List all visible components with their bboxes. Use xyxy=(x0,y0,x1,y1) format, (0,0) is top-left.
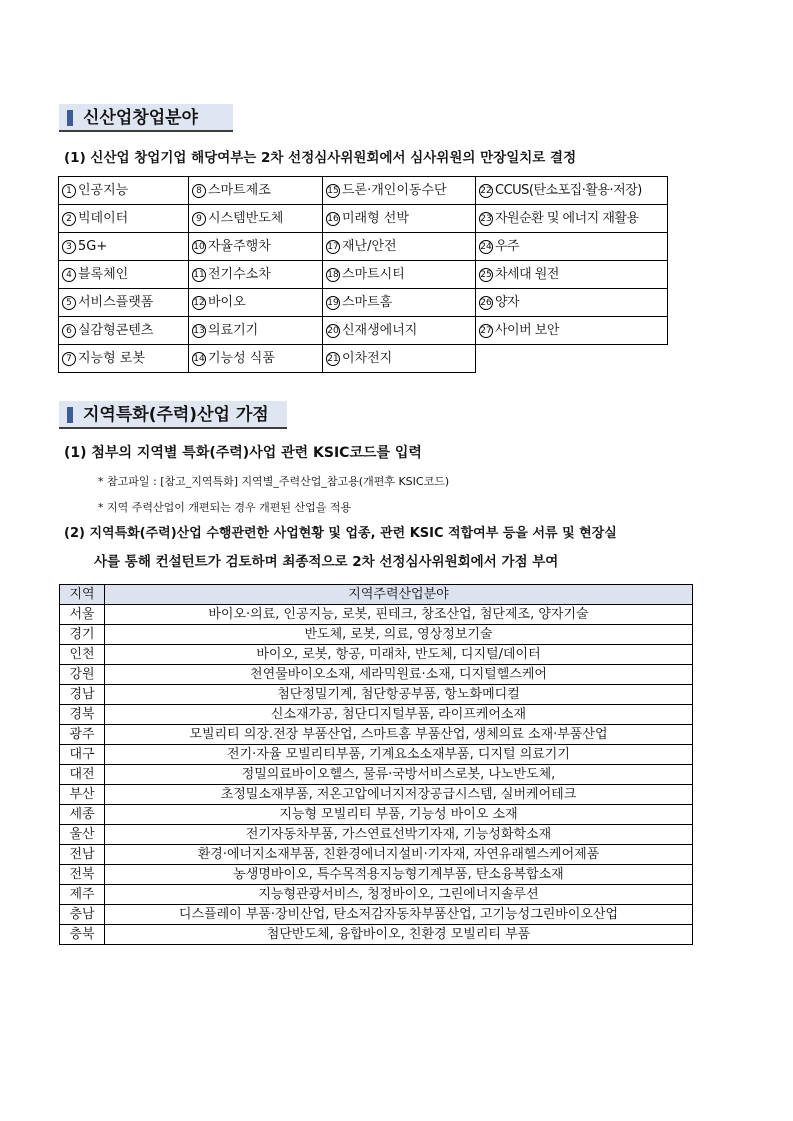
field-item xyxy=(322,204,476,233)
region-cell: 세종 xyxy=(60,805,105,825)
field-item xyxy=(188,260,323,289)
field-item xyxy=(475,176,668,205)
region-cell: 광주 xyxy=(60,725,105,745)
field-item xyxy=(58,344,189,373)
field-number: 20 xyxy=(327,325,339,336)
field-number: 2 xyxy=(62,212,76,226)
table-row xyxy=(60,725,693,745)
field-item xyxy=(188,232,323,261)
industry-fields-cell: 바이오, 로봇, 항공, 미래차, 반도체, 디지털/데이터 xyxy=(105,645,693,665)
table-row xyxy=(60,805,693,825)
region-cell: 경남 xyxy=(60,685,105,705)
field-label: 신재생에너지 xyxy=(342,323,418,338)
field-item xyxy=(322,288,476,317)
field-label: 시스템반도체 xyxy=(208,211,284,226)
item-ksic-input: (1) 첨부의 지역별 특화(주력)사업 관련 KSIC코드를 입력 xyxy=(64,445,422,461)
field-number: 23 xyxy=(480,213,492,224)
field-item xyxy=(58,176,189,205)
field-item xyxy=(188,344,323,373)
field-item xyxy=(188,288,323,317)
region-cell: 충북 xyxy=(60,925,105,945)
region-cell: 대구 xyxy=(60,745,105,765)
field-label: 스마트제조 xyxy=(208,183,271,198)
table-header-row xyxy=(60,585,693,605)
field-number: 4 xyxy=(62,268,76,282)
field-label: 5G+ xyxy=(78,239,108,254)
field-label: 사이버 보안 xyxy=(495,323,559,338)
table-row xyxy=(60,625,693,645)
field-item xyxy=(188,176,323,205)
field-item xyxy=(58,288,189,317)
field-number: 16 xyxy=(327,213,339,224)
section-marker xyxy=(67,110,73,126)
field-item xyxy=(322,232,476,261)
table-row xyxy=(60,645,693,665)
field-label: 바이오 xyxy=(208,295,246,310)
table-row xyxy=(60,885,693,905)
field-number: 24 xyxy=(480,241,492,252)
field-item xyxy=(58,316,189,345)
field-number: 19 xyxy=(327,297,339,308)
field-item xyxy=(58,204,189,233)
region-cell: 충남 xyxy=(60,905,105,925)
field-number: 17 xyxy=(327,241,339,252)
region-cell: 대전 xyxy=(60,765,105,785)
field-label: 서비스플랫폼 xyxy=(78,295,154,310)
field-label: 스마트시티 xyxy=(342,267,405,282)
industry-fields-cell: 농생명바이오, 특수목적용지능형기계부품, 탄소융복합소재 xyxy=(105,865,693,885)
industry-fields-cell: 신소재가공, 첨단디지털부품, 라이프케어소재 xyxy=(105,705,693,725)
table-row xyxy=(60,705,693,725)
field-label: 인공지능 xyxy=(78,183,129,198)
field-item xyxy=(475,316,668,345)
table-row xyxy=(60,925,693,945)
table-row xyxy=(60,765,693,785)
field-label: CCUS(탄소포집·활용·저장) xyxy=(495,183,642,198)
table-row xyxy=(60,785,693,805)
field-label: 이차전지 xyxy=(342,351,393,366)
industry-fields-cell: 지능형관광서비스, 청정바이오, 그린에너지솔루션 xyxy=(105,885,693,905)
section-title-regional-bonus xyxy=(59,401,287,429)
field-item xyxy=(475,288,668,317)
field-number: 22 xyxy=(480,185,492,196)
field-label: 차세대 원전 xyxy=(495,267,559,282)
field-label: 양자 xyxy=(495,295,520,310)
industry-fields-cell: 초정밀소재부품, 저온고압에너지저장공급시스템, 실버케어테크 xyxy=(105,785,693,805)
field-item xyxy=(58,232,189,261)
industry-fields-cell: 첨단반도체, 융합바이오, 친환경 모빌리티 부품 xyxy=(105,925,693,945)
header-fields: 지역주력산업분야 xyxy=(105,585,693,605)
field-label: 전기수소차 xyxy=(208,267,271,282)
region-cell: 경북 xyxy=(60,705,105,725)
industry-fields-cell: 전기자동차부품, 가스연료선박기자재, 기능성화학소재 xyxy=(105,825,693,845)
field-label: 블록체인 xyxy=(78,267,129,282)
note-industry-revision: * 지역 주력산업이 개편되는 경우 개편된 산업을 적용 xyxy=(98,501,352,514)
section-title-text: 지역특화(주력)산업 가점 xyxy=(83,405,269,425)
industry-fields-cell: 전기·자율 모빌리티부품, 기계요소소재부품, 디지털 의료기기 xyxy=(105,745,693,765)
field-item xyxy=(322,176,476,205)
field-number: 18 xyxy=(327,269,339,280)
region-cell: 전북 xyxy=(60,865,105,885)
field-number: 13 xyxy=(193,325,205,336)
field-number: 11 xyxy=(193,269,205,280)
field-label: 재난/안전 xyxy=(342,239,397,254)
field-label: 기능성 식품 xyxy=(208,351,275,366)
regional-industry-table xyxy=(59,584,693,945)
section-title-new-industry xyxy=(59,104,233,132)
table-row xyxy=(60,845,693,865)
table-row xyxy=(60,825,693,845)
region-cell: 전남 xyxy=(60,845,105,865)
field-number: 15 xyxy=(327,185,339,196)
field-number: 14 xyxy=(193,353,205,364)
field-item xyxy=(322,260,476,289)
industry-fields-cell: 디스플레이 부품·장비산업, 탄소저감자동차부품산업, 고기능성그린바이오산업 xyxy=(105,905,693,925)
field-number: 26 xyxy=(480,297,492,308)
field-label: 미래형 선박 xyxy=(342,211,409,226)
industry-fields-cell: 바이오·의료, 인공지능, 로봇, 핀테크, 창조산업, 첨단제조, 양자기술 xyxy=(105,605,693,625)
region-cell: 인천 xyxy=(60,645,105,665)
field-number: 8 xyxy=(192,184,206,198)
field-number: 1 xyxy=(62,184,76,198)
field-number: 9 xyxy=(192,212,206,226)
table-row xyxy=(60,665,693,685)
region-cell: 서울 xyxy=(60,605,105,625)
field-item xyxy=(475,260,668,289)
region-cell: 제주 xyxy=(60,885,105,905)
field-item xyxy=(58,260,189,289)
section-marker xyxy=(67,407,73,423)
field-label: 의료기기 xyxy=(208,323,259,338)
industry-fields-cell: 정밀의료바이오헬스, 물류·국방서비스로봇, 나노반도체, xyxy=(105,765,693,785)
industry-fields-cell: 환경·에너지소재부품, 친환경에너지설비·기자재, 자연유래헬스케어제품 xyxy=(105,845,693,865)
region-cell: 울산 xyxy=(60,825,105,845)
field-number: 12 xyxy=(193,297,205,308)
field-item xyxy=(188,316,323,345)
item-consultant-review-line1: (2) 지역특화(주력)산업 수행관련한 사업현황 및 업종, 관련 KSIC 적합여부 등을 서류 및 현장실 xyxy=(64,526,617,541)
field-item xyxy=(475,232,668,261)
field-number: 5 xyxy=(62,296,76,310)
field-label: 실감형콘텐츠 xyxy=(78,323,154,338)
industry-fields-cell: 모빌리티 의장.전장 부품산업, 스마트홈 부품산업, 생체의료 소재·부품산업 xyxy=(105,725,693,745)
section-title-text: 신산업창업분야 xyxy=(83,108,198,128)
field-label: 우주 xyxy=(495,239,520,254)
industry-fields-cell: 천연물바이오소재, 세라믹원료·소재, 디지털헬스케어 xyxy=(105,665,693,685)
table-row xyxy=(60,865,693,885)
field-number: 27 xyxy=(480,325,492,336)
region-cell: 부산 xyxy=(60,785,105,805)
field-number: 3 xyxy=(62,240,76,254)
field-number: 21 xyxy=(327,353,339,364)
item-new-industry-decision: (1) 신산업 창업기업 해당여부는 2차 선정심사위원회에서 심사위원의 만장일치로 결정 xyxy=(64,150,577,166)
field-item xyxy=(475,204,668,233)
industry-fields-cell: 지능형 모빌리티 부품, 기능성 바이오 소재 xyxy=(105,805,693,825)
item-consultant-review-line2: 사를 통해 컨설턴트가 검토하며 최종적으로 2차 선정심사위원회에서 가점 부여 xyxy=(94,554,559,570)
field-item xyxy=(322,344,476,373)
field-item xyxy=(188,204,323,233)
header-region: 지역 xyxy=(60,585,105,605)
field-label: 자율주행차 xyxy=(208,239,271,254)
field-label: 스마트홈 xyxy=(342,295,393,310)
field-number: 10 xyxy=(193,241,205,252)
table-row xyxy=(60,605,693,625)
field-label: 지능형 로봇 xyxy=(78,351,145,366)
region-cell: 경기 xyxy=(60,625,105,645)
table-row xyxy=(60,905,693,925)
region-cell: 강원 xyxy=(60,665,105,685)
table-row xyxy=(60,685,693,705)
field-label: 빅데이터 xyxy=(78,211,129,226)
field-number: 25 xyxy=(480,269,492,280)
industry-fields-cell: 첨단정밀기계, 첨단항공부품, 항노화메디컬 xyxy=(105,685,693,705)
field-number: 6 xyxy=(62,324,76,338)
industry-fields-cell: 반도체, 로봇, 의료, 영상정보기술 xyxy=(105,625,693,645)
field-label: 드론·개인이동수단 xyxy=(342,183,447,198)
table-row xyxy=(60,745,693,765)
field-label: 자원순환 및 에너지 재활용 xyxy=(495,211,639,226)
field-item xyxy=(322,316,476,345)
note-reference-file: * 참고파일 : [참고_지역특화] 지역별_주력산업_참고용(개편후 KSIC코드) xyxy=(98,475,450,488)
field-number: 7 xyxy=(62,352,76,366)
